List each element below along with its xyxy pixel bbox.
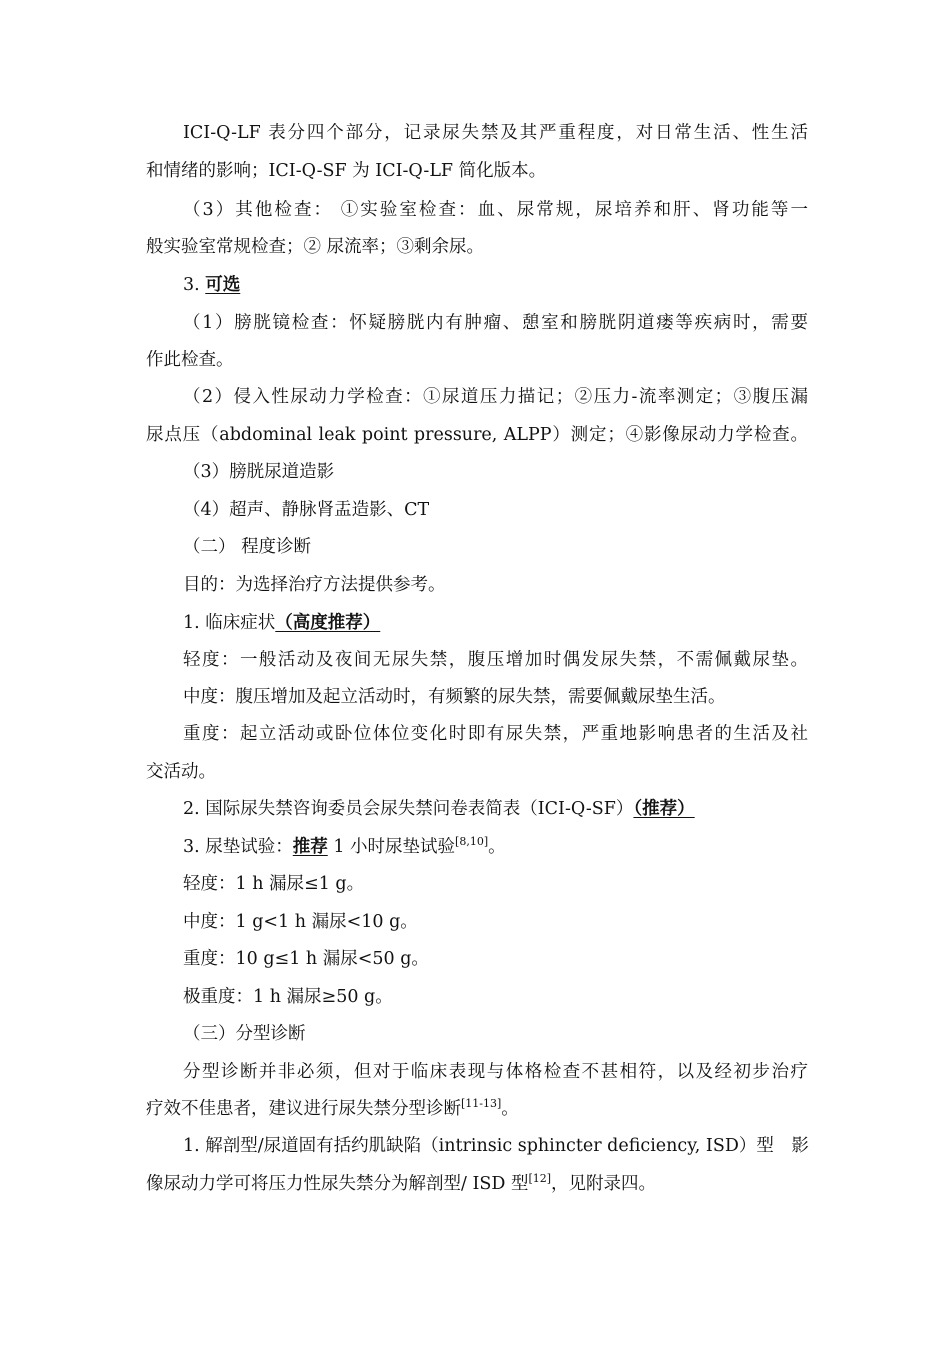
paragraph-line: 轻度：1 h 漏尿≤1 g。	[183, 874, 365, 894]
recommendation-label: 推荐	[292, 837, 328, 857]
subsection-heading: （三）分型诊断	[183, 1024, 306, 1044]
punctuation: 。	[501, 1099, 519, 1119]
paragraph-line: 中度：腹压增加及起立活动时，有频繁的尿失禁，需要佩戴尿垫生活。	[183, 687, 726, 707]
paragraph-line: （3）膀胱尿道造影	[183, 462, 335, 482]
paragraph-line: 般实验室常规检查；② 尿流率；③剩余尿。	[146, 237, 485, 257]
paragraph-line: 和情绪的影响；ICI-Q-SF 为 ICI-Q-LF 简化版本。	[146, 161, 547, 181]
section-heading	[183, 611, 380, 635]
heading-text: 2. 国际尿失禁咨询委员会尿失禁问卷表简表（ICI-Q-SF）	[183, 799, 634, 819]
section-heading	[183, 797, 695, 821]
paragraph-line: （4）超声、静脉肾盂造影、CT	[183, 500, 430, 520]
section-heading	[183, 273, 240, 297]
citation: [8,10]	[455, 835, 489, 848]
citation: [11-13]	[461, 1097, 502, 1110]
paragraph-line	[146, 1097, 519, 1121]
paragraph-line: 轻度：一般活动及夜间无尿失禁，腹压增加时偶发尿失禁，不需佩戴尿垫。	[183, 650, 808, 670]
paragraph-line: （2）侵入性尿动力学检查：①尿道压力描记；②压力-流率测定；③腹压漏	[183, 387, 808, 407]
section-number: 3.	[183, 275, 206, 295]
line-text: ，见附录四。	[551, 1174, 657, 1194]
heading-text: 3. 尿垫试验：	[183, 837, 293, 857]
paragraph-line: （3）其他检查： ①实验室检查：血、尿常规，尿培养和肝、肾功能等一	[183, 200, 808, 220]
paragraph-line: ICI-Q-LF 表分四个部分，记录尿失禁及其严重程度，对日常生活、性生活	[183, 123, 808, 143]
paragraph-line: 分型诊断并非必须，但对于临床表现与体格检查不甚相符，以及经初步治疗	[183, 1062, 808, 1082]
heading-text: 1. 临床症状	[183, 613, 276, 633]
paragraph-line: （1）膀胱镜检查：怀疑膀胱内有肿瘤、憩室和膀胱阴道瘘等疾病时，需要	[183, 313, 808, 333]
section-heading	[183, 835, 506, 859]
paragraph-line: 重度：10 g≤1 h 漏尿<50 g。	[183, 949, 429, 969]
paragraph-line: 极重度：1 h 漏尿≥50 g。	[183, 987, 393, 1007]
paragraph-line: 交活动。	[146, 762, 216, 782]
heading-text: 1 小时尿垫试验	[327, 837, 456, 857]
paragraph-line: 重度：起立活动或卧位体位变化时即有尿失禁，严重地影响患者的生活及社	[183, 724, 808, 744]
paragraph-line: 中度：1 g<1 h 漏尿<10 g。	[183, 912, 418, 932]
recommendation-label: （高度推荐）	[275, 613, 381, 633]
paragraph-line: 1. 解剖型/尿道固有括约肌缺陷（intrinsic sphincter deficiency, ISD）型 影	[183, 1136, 809, 1156]
line-text: 疗效不佳患者，建议进行尿失禁分型诊断	[146, 1099, 461, 1119]
paragraph-line	[146, 1172, 656, 1196]
line-text: 像尿动力学可将压力性尿失禁分为解剖型/ ISD 型	[146, 1174, 529, 1194]
subsection-heading: （二） 程度诊断	[183, 537, 312, 557]
punctuation: 。	[488, 837, 506, 857]
paragraph-line: 作此检查。	[146, 350, 234, 370]
paragraph-line: 尿点压（abdominal leak point pressure, ALPP）测定；④影像尿动力学检查。	[146, 425, 808, 445]
optional-heading: 可选	[205, 275, 241, 295]
recommendation-label: （推荐）	[633, 799, 695, 819]
paragraph-line: 目的：为选择治疗方法提供参考。	[183, 575, 446, 595]
citation: [12]	[528, 1172, 552, 1185]
